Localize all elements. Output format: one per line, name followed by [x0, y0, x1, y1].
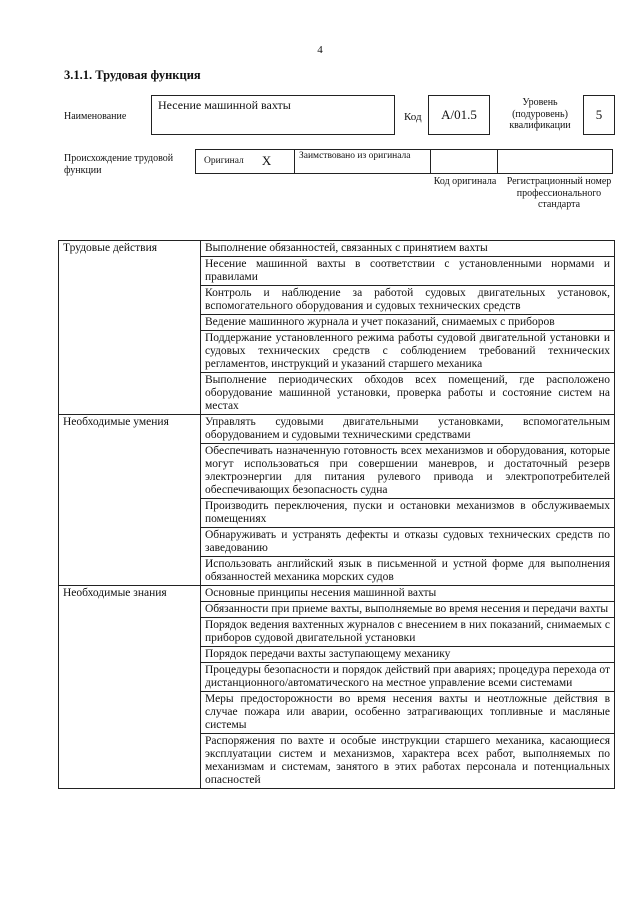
description-cell: Обязанности при приеме вахты, выполняемые во время несения и передачи вахты [201, 602, 615, 618]
function-table [58, 240, 615, 789]
registration-caption: Регистрационный номер профессионального стандарта [506, 176, 612, 210]
table-row [59, 586, 615, 602]
borrowed-label: Заимствовано из оригинала [294, 149, 431, 174]
description-cell: Распоряжения по вахте и особые инструкции старшего механика, касающиеся эксплуатации систем и механизмов, характера всех работ, выполняемых по механизмам и системам, занятого в этих работах персонала и потенциальных опасностей [201, 734, 615, 789]
code-label: Код [404, 111, 422, 123]
origin-row [196, 149, 613, 174]
description-cell: Обнаруживать и устранять дефекты и отказы судовых технических средств по заведованию [201, 528, 615, 557]
category-cell: Необходимые знания [59, 586, 201, 789]
description-cell: Выполнение обязанностей, связанных с принятием вахты [201, 241, 615, 257]
description-cell: Поддержание установленного режима работы судовой двигательной установки и судовых технических средств с соблюдением требований технических регламентов, инструкций и указаний старшего механика [201, 331, 615, 373]
registration-number-cell [497, 149, 613, 174]
original-code-cell [430, 149, 498, 174]
origin-label: Происхождение трудовой функции [64, 153, 174, 176]
description-cell: Основные принципы несения машинной вахты [201, 586, 615, 602]
description-cell: Управлять судовыми двигательными установками, вспомогательным оборудованием и судовыми техническими средствами [201, 415, 615, 444]
description-cell: Порядок ведения вахтенных журналов с внесением в них показаний, снимаемых с приборов судовой двигательной установки [201, 618, 615, 647]
description-cell: Меры предосторожности во время несения вахты и неотложные действия в случае пожара или аварии, особенно затрагивающих топливные и масляные системы [201, 692, 615, 734]
description-cell: Контроль и наблюдение за работой судовых двигательных установок, вспомогательного оборудования и судовых технических средств [201, 286, 615, 315]
description-cell: Выполнение периодических обходов всех помещений, где расположено оборудование машинной установки, проверка работы и состояние систем на местах [201, 373, 615, 415]
category-cell: Трудовые действия [59, 241, 201, 415]
level-label: Уровень (подуровень) квалификации [509, 97, 571, 131]
section-title: 3.1.1. Трудовая функция [64, 68, 201, 82]
description-cell: Порядок передачи вахты заступающему механику [201, 647, 615, 663]
description-cell: Производить переключения, пуски и остановки механизмов в обслуживаемых помещениях [201, 499, 615, 528]
original-cell [195, 149, 295, 174]
qualification-level-field: 5 [583, 95, 615, 135]
table-row [59, 241, 615, 257]
code-caption: Код оригинала [433, 176, 497, 187]
function-name-field: Несение машинной вахты [151, 95, 395, 135]
original-label: Оригинал [204, 156, 244, 167]
table-row [59, 415, 615, 444]
description-cell: Использовать английский язык в письменной и устной форме для выполнения обязанностей механика морских судов [201, 557, 615, 586]
function-code-field: A/01.5 [428, 95, 490, 135]
description-cell: Несение машинной вахты в соответствии с установленными нормами и правилами [201, 257, 615, 286]
description-cell: Процедуры безопасности и порядок действий при авариях; процедура перехода от дистанционного/автоматического на местное управление всеми системами [201, 663, 615, 692]
original-mark: X [261, 153, 272, 169]
category-cell: Необходимые умения [59, 415, 201, 586]
page-number: 4 [317, 44, 323, 56]
function-table-body [59, 241, 615, 789]
description-cell: Ведение машинного журнала и учет показаний, снимаемых с приборов [201, 315, 615, 331]
name-label: Наименование [64, 111, 127, 122]
description-cell: Обеспечивать назначенную готовность всех механизмов и оборудования, которые могут использоваться при совершении маневров, и достаточный резерв электроэнергии для питания рулевого привода и электропотребителей обеспечивающих безопасность судна [201, 444, 615, 499]
